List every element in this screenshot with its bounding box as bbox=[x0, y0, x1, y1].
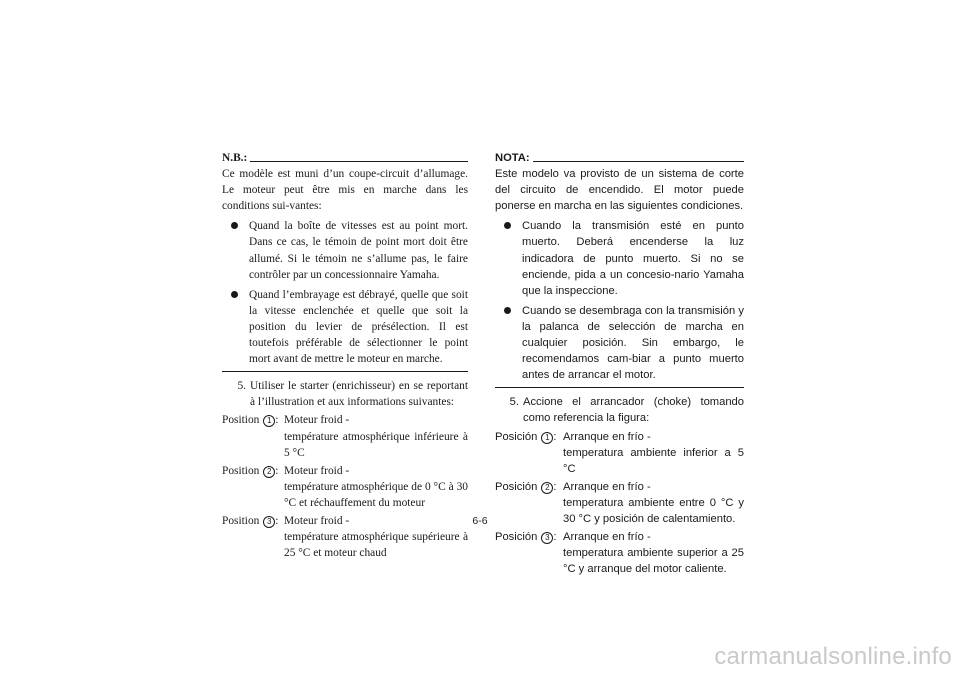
spanish-column bbox=[495, 150, 744, 577]
note-end-rule bbox=[222, 371, 468, 372]
position-desc: temperatura ambiente superior a 25 °C y arranque del motor caliente. bbox=[563, 547, 744, 576]
position-label: Posición 2 : bbox=[495, 480, 557, 493]
bullet-icon bbox=[231, 291, 238, 298]
position-label: Posición 1 : bbox=[495, 430, 557, 443]
position-desc: température atmosphérique de 0 °C à 30 °C et réchauffement du moteur bbox=[284, 480, 468, 509]
position-3 bbox=[222, 513, 468, 561]
watermark: carmanualsonline.info bbox=[714, 643, 952, 670]
position-title: Arranque en frío - bbox=[563, 430, 651, 443]
bullet-icon bbox=[231, 222, 238, 229]
bullet-item bbox=[222, 287, 468, 367]
position-desc: temperatura ambiente inferior a 5 °C bbox=[563, 446, 744, 475]
french-column bbox=[222, 150, 468, 561]
position-title: Moteur froid - bbox=[284, 464, 350, 477]
circled-number-icon: 2 bbox=[263, 466, 275, 478]
note-end-rule bbox=[495, 387, 744, 388]
position-title: Moteur froid - bbox=[284, 414, 350, 427]
position-desc: température atmosphérique inférieure à 5 °C bbox=[284, 430, 468, 459]
step-text: Accione el arrancador (choke) tomando como referencia la figura: bbox=[523, 396, 744, 425]
bullet-text: Cuando se desembraga con la transmisión y la palanca de selección de marcha en cualquier posición. Sin embargo, le recomendamos cam-biar a punto muerto antes de arrancar el motor. bbox=[522, 304, 744, 382]
step-5 bbox=[222, 378, 468, 410]
circled-number-icon: 1 bbox=[263, 415, 275, 427]
note-title: N.B.: bbox=[222, 152, 248, 164]
step-5 bbox=[495, 394, 744, 426]
note-rule bbox=[533, 161, 744, 162]
circled-number-icon: 2 bbox=[541, 482, 553, 494]
step-text: Utiliser le starter (enrichisseur) en se reportant à l’illustration et aux informations suivantes: bbox=[250, 380, 468, 409]
position-desc: temperatura ambiente entre 0 °C y 30 °C y posición de calentamiento. bbox=[563, 496, 744, 525]
position-label: Position 2 : bbox=[222, 464, 279, 477]
note-heading bbox=[495, 150, 744, 166]
bullet-icon bbox=[504, 307, 511, 314]
note-intro: Ce modèle est muni d’un coupe-circuit d’allumage. Le moteur peut être mis en marche dans les conditions sui-vantes: bbox=[222, 168, 468, 213]
position-3 bbox=[495, 529, 744, 577]
note-intro: Este modelo va provisto de un sistema de corte del circuito de encendido. El motor puede ponerse en marcha en las siguientes condiciones. bbox=[495, 168, 744, 213]
circled-number-icon: 1 bbox=[541, 432, 553, 444]
note-rule bbox=[250, 161, 468, 162]
position-label: Posición 3 : bbox=[495, 531, 557, 544]
bullet-item bbox=[495, 218, 744, 298]
position-1 bbox=[222, 412, 468, 460]
step-number: 5. bbox=[509, 396, 519, 409]
position-2 bbox=[495, 479, 744, 527]
bullet-text: Cuando la transmisión esté en punto muerto. Deberá encenderse la luz indicadora de punto muerto. Si no se enciende, pida a un concesio-nario Yamaha que la inspeccione. bbox=[522, 220, 744, 297]
bullet-item bbox=[222, 218, 468, 282]
note-title: NOTA: bbox=[495, 152, 530, 164]
position-desc: température atmosphérique supérieure à 25 °C et moteur chaud bbox=[284, 531, 468, 560]
note-bullet-list bbox=[495, 218, 744, 383]
bullet-item bbox=[495, 303, 744, 383]
note-bullet-list bbox=[222, 218, 468, 367]
circled-number-icon: 3 bbox=[541, 532, 553, 544]
bullet-text: Quand l’embrayage est débrayé, quelle que soit la vitesse enclenchée et quelle que soit la position du levier de présélection. Il est toutefois préférable de sélectionner le point mort avant de mettre le moteur en marche. bbox=[249, 288, 468, 366]
position-1 bbox=[495, 429, 744, 477]
position-title: Arranque en frío - bbox=[563, 480, 651, 493]
position-label: Position 3 : bbox=[222, 514, 279, 527]
note-heading bbox=[222, 150, 468, 166]
circled-number-icon: 3 bbox=[263, 516, 275, 528]
position-title: Moteur froid - bbox=[284, 514, 350, 527]
position-title: Arranque en frío - bbox=[563, 531, 651, 544]
page-number: 6-6 bbox=[472, 515, 488, 527]
step-number: 5. bbox=[237, 380, 246, 393]
bullet-icon bbox=[504, 222, 511, 229]
position-label: Position 1 : bbox=[222, 414, 279, 427]
position-2 bbox=[222, 463, 468, 511]
bullet-text: Quand la boîte de vitesses est au point mort. Dans ce cas, le témoin de point mort doit être allumé. Si le témoin ne s’allume pas, le faire contrôler par un concessionnaire Yamaha. bbox=[249, 220, 468, 281]
